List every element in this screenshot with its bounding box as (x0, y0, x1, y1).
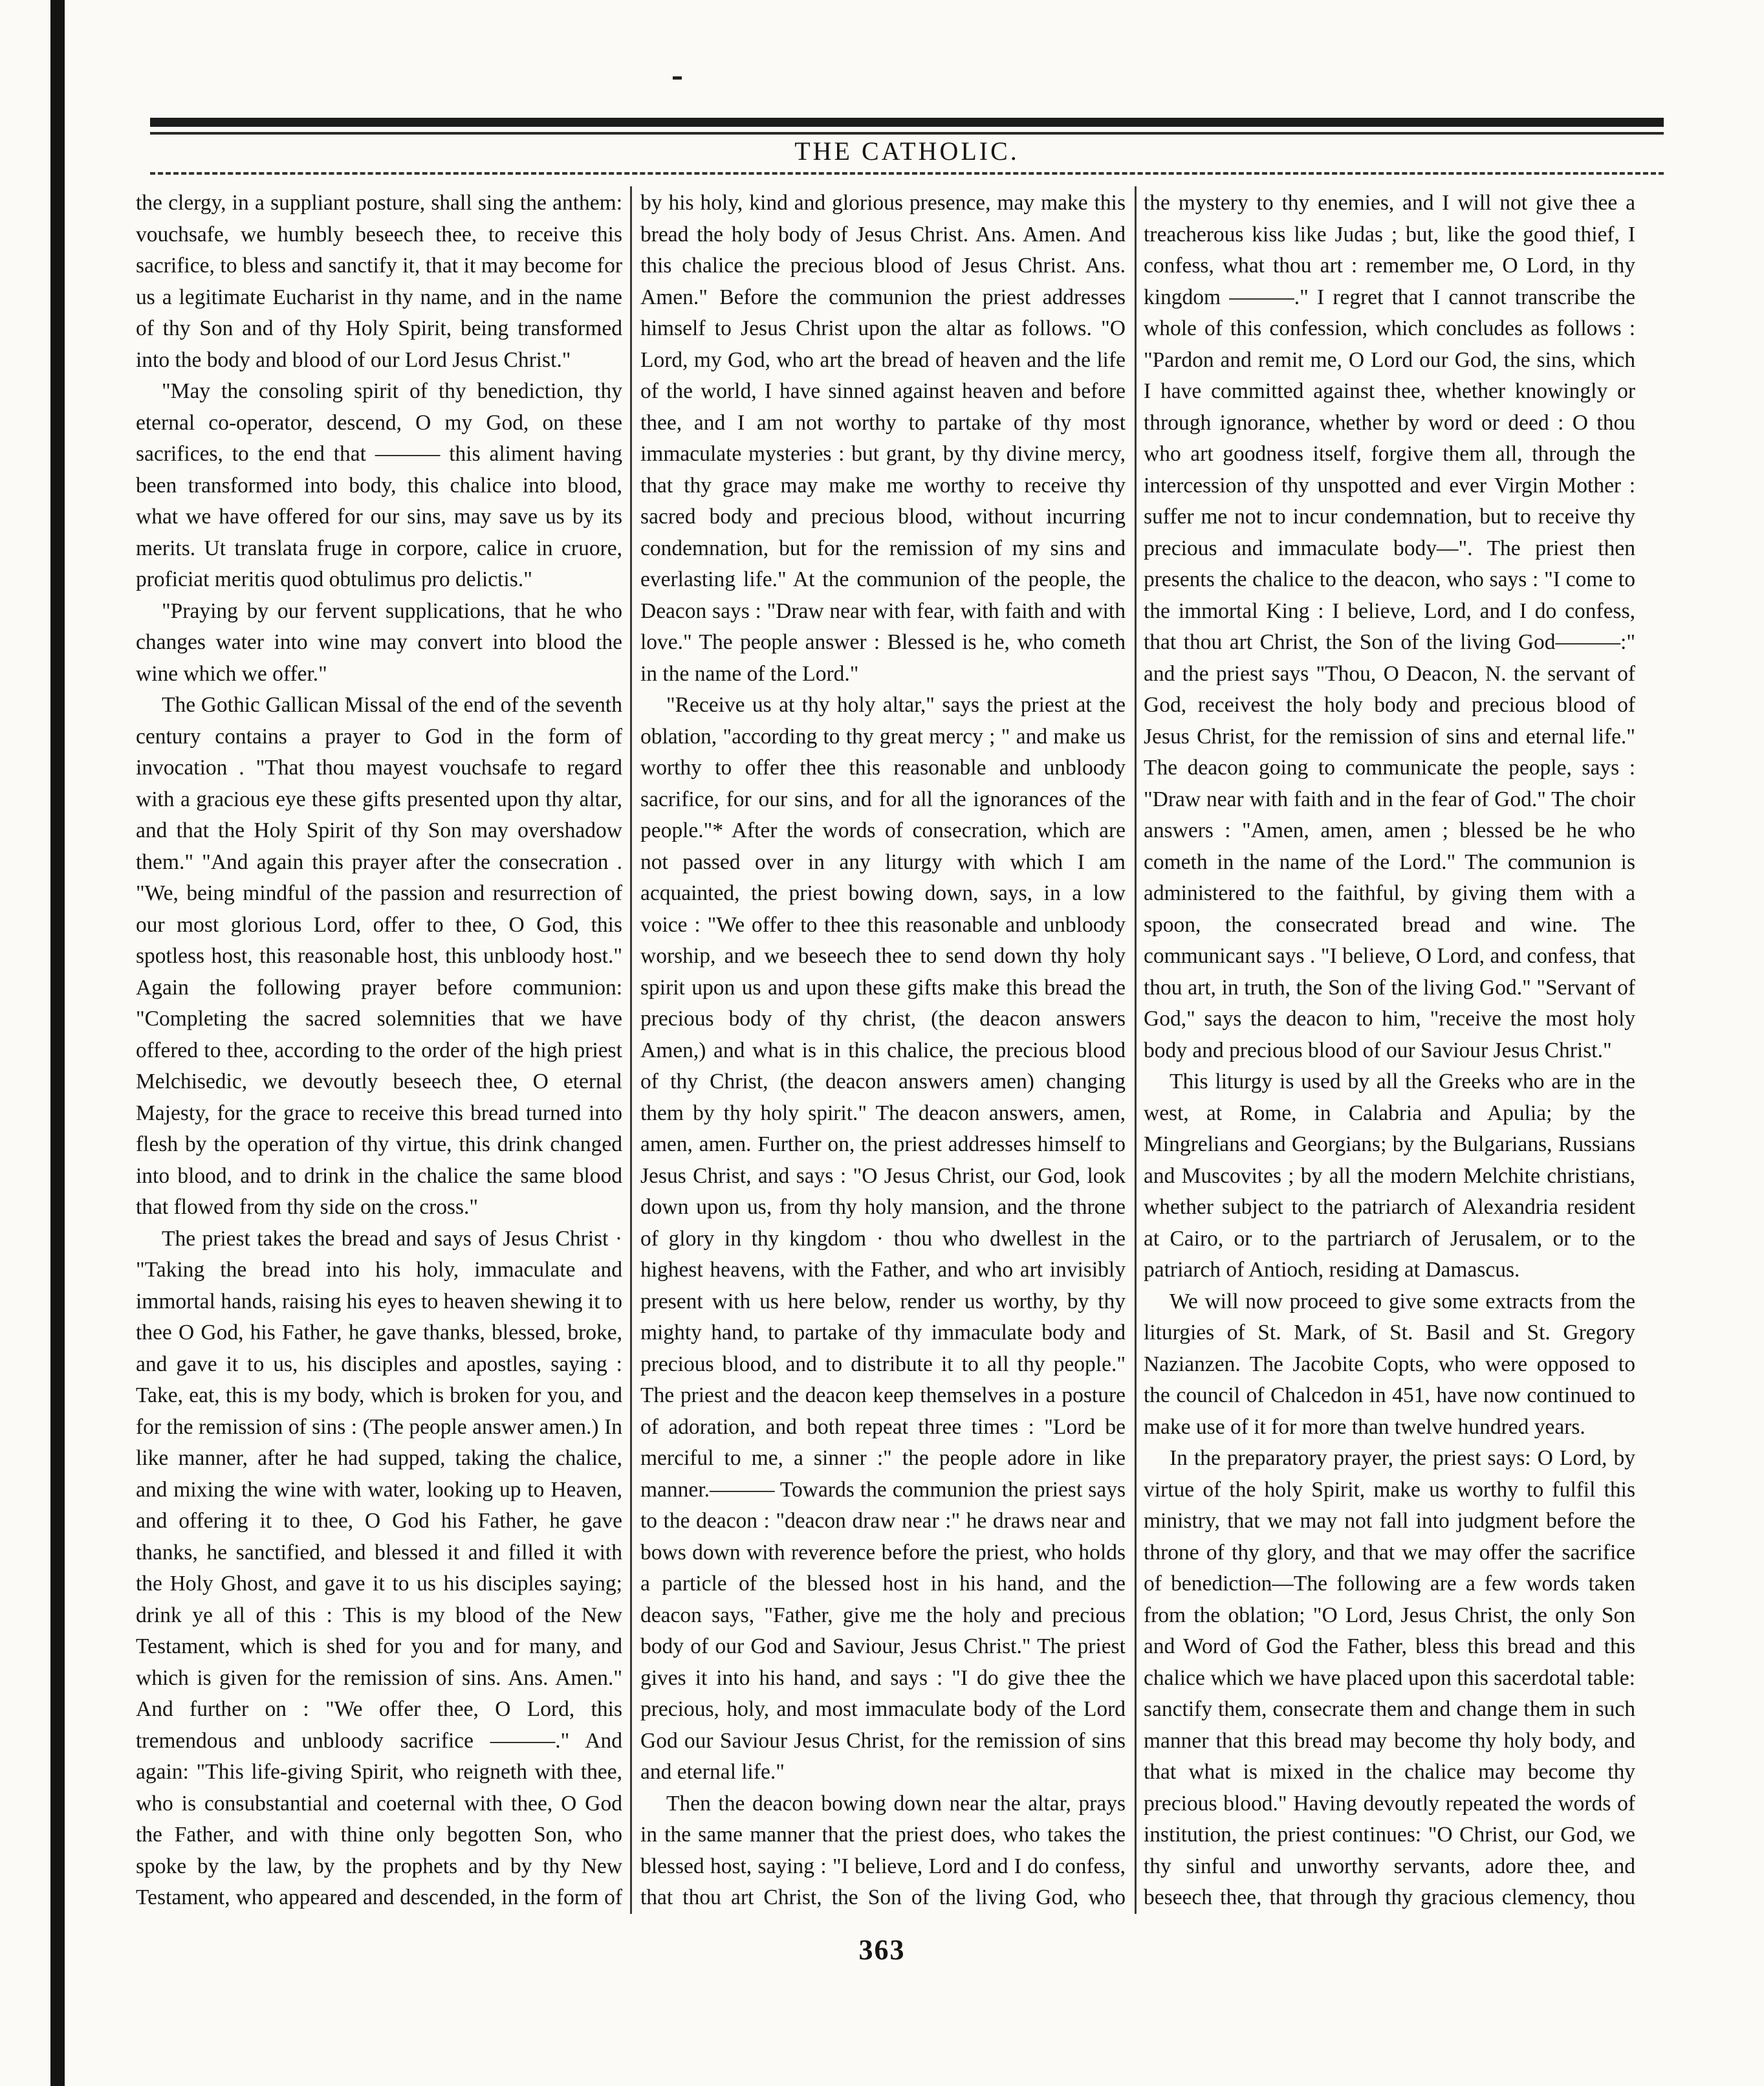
paragraph: In the preparatory prayer, the priest says: O Lord, by virtue of the holy Spirit, make us worthy to fulfil this ministry, that we may not fall into judgment before the throne of thy glory, and that we may offer the sacrifice of benediction—The following are a few words taken from the oblation; "O Lord, Jesus Christ, the only Son and Word of God the Father, bless this bread and this chalice which we have placed upon this sacerdotal table: sanctify them, consecrate them and change them in such manner that this bread may become thy holy body, and that what is mixed in the chalice may become thy precious blood." Having devoutly repeated the words of institution, the priest continues: "O Christ, our God, we thy sinful and unworthy servants, adore thee, and beseech thee, that through thy gracious clemency, thou (1144, 1446, 1635, 1909)
paragraph: "May the consoling spirit of thy benediction, thy eternal co-operator, descend, O my God, on these sacrifices, to the end that ——— this aliment having been transformed into body, this chalice into blood, what we have offered for our sins, may save us by its merits. Ut translata fruge in corpore, calice in cruore, proficiat meritis quod obtulimus pro delictis." (136, 379, 622, 591)
paragraph: "Receive us at thy holy altar," says the priest at the oblation, "according to thy great mercy ; " and make us worthy to offer thee this reasonable and unbloody sacrifice, for our sins, and for all the ignorances of the people."* After the words of consecration, which are not passed over in any liturgy with which I am acquainted, the priest bowing down, says, in a low voice : "We offer to thee this reasonable and unbloody worship, and we beseech thee to send down thy holy spirit upon us and upon these gifts make this bread the precious body of thy christ, (the deacon answers Amen,) and what is in this chalice, the precious blood of thy Christ, (the deacon answers amen) changing them by thy holy spirit." The deacon answers, amen, amen, amen. Further on, the priest addresses himself to Jesus Christ, and says : "O Jesus Christ, our God, look down upon us, from thy holy mansion, and the throne of glory in thy kingdom · thou who dwellest in the highest heavens, with the Father, and who art invisibly present with us here below, render us worthy, by thy mighty hand, to partake of thy immaculate body and precious blood, and to distribute it to all thy people." The priest and the deacon keep themselves in a posture of adoration, and both repeat three times : "Lord be merciful to me, a sinner :" the people adore in like manner.——— Towards the communion the priest says to the deacon : "deacon draw near :" he draws near and bows down with reverence before the priest, who holds a particle of the blessed host in his hand, and the deacon says, "Father, give me the holy and precious body of our God and Saviour, Jesus Christ." The priest gives it into his hand, and says : "I do give thee the precious, holy, and most immaculate body of the Lord God our Saviour Jesus Christ, for the remission of sins and eternal life." (640, 693, 1126, 1784)
top-mark (673, 76, 682, 80)
page-number: 363 (858, 1934, 906, 1966)
paragraph: "Praying by our fervent supplications, that he who changes water into wine may convert into blood the wine which we offer." (136, 598, 622, 686)
paragraph: by his holy, kind and glorious presence, may make this bread the holy body of Jesus Christ. Ans. Amen. And this chalice the precious blood of Jesus Christ. Ans. Amen." Before the communion the priest addresses himself to Jesus Christ upon the altar as follows. "O Lord, my God, who art the bread of heaven and the life of the world, I have sinned against heaven and before thee, and I am not worthy to partake of thy most immaculate mysteries : but grant, by thy divine mercy, that thy grace may make me worthy to receive thy sacred body and precious blood, without incurring condemnation, but for the remission of my sins and everlasting life." At the communion of the people, the Deacon says : "Draw near with fear, with faith and with love." The people answer : Blessed is he, who cometh in the name of the Lord." (640, 191, 1126, 686)
paragraph: the mystery to thy enemies, and I will not give thee a treacherous kiss like Judas ; but, like the good thief, I confess, what thou art : remember me, O Lord, in thy kingdom ———." I regret that I cannot transcribe the whole of this confession, which concludes as follows : "Pardon and remit me, O Lord our God, the sins, which I have committed against thee, whether knowingly or through ignorance, whether by word or deed : O thou who art goodness itself, forgive them all, through the intercession of thy unspotted and ever Virgin Mother : suffer me not to incur condemnation, but to receive thy precious and immaculate body—". The priest then presents the chalice to the deacon, who says : "I come to the immortal King : I believe, Lord, and I do confess, that thou art Christ, the Son of the living God———:" and the priest says "Thou, O Deacon, N. the servant of God, receivest the holy body and precious blood of Jesus Christ, for the remission of sins and eternal life." The deacon going to communicate the people, says : "Draw near with faith and in the fear of God." The choir answers : "Amen, amen, amen ; blessed be he who cometh in the name of the Lord." The communion is administered to the faithful, by giving them with a spoon, the consecrated bread and wine. The communicant says . "I believe, O Lord, and confess, that thou art, in truth, the Son of the living God." "Servant of God," says the deacon to him, "receive the most holy body and precious blood of our Saviour Jesus Christ." (1144, 191, 1635, 1062)
page-spine-shadow (50, 0, 65, 2086)
column-3 (1144, 188, 1635, 1909)
paragraph: the clergy, in a suppliant posture, shall sing the anthem: vouchsafe, we humbly beseech thee, to receive this sacrifice, to bless and sanctify it, that it may become for us a legitimate Eucharist in thy name, and in the name of thy Son and of thy Holy Spirit, being transformed into the body and blood of our Lord Jesus Christ." (136, 191, 622, 372)
column-1 (136, 188, 622, 1909)
column-2 (640, 188, 1126, 1909)
column-divider (1135, 186, 1137, 1914)
paragraph: We will now proceed to give some extracts from the liturgies of St. Mark, of St. Basil and St. Gregory Nazianzen. The Jacobite Copts, who were opposed to the council of Chalcedon in 451, have now continued to make use of it for more than twelve hundred years. (1144, 1289, 1635, 1439)
paragraph: Then the deacon bowing down near the altar, prays in the same manner that the priest does, who takes the blessed host, saying : "I believe, Lord and I do confess, that thou art Christ, the Son of the living God, who (640, 1791, 1126, 1909)
paragraph: The priest takes the bread and says of Jesus Christ · "Taking the bread into his holy, immaculate and immortal hands, raising his eyes to heaven shewing it to thee O God, his Father, he gave thanks, blessed, broke, and gave it to us, his disciples and apostles, saying : Take, eat, this is my body, which is broken for you, and for the remission of sins : (The people answer amen.) In like manner, after he had supped, taking the chalice, and mixing the wine with water, looking up to Heaven, and offering it to thee, O God his Father, he gave thanks, he sanctified, and blessed it and filled it with the Holy Ghost, and gave it to us his disciples saying; drink ye all of this : This is my blood of the New Testament, which is shed for you and for many, and which is given for the remission of sins. Ans. Amen." And further on : "We offer thee, O Lord, this tremendous and unbloody sacrifice ———." And again: "This life-giving Spirit, who reigneth with thee, who is consubstantial and coeternal with thee, O God the Father, and with thine only begotten Son, who spoke by the law, by the prophets and by thy New Testament, who appeared and descended, in the form of (136, 1226, 622, 1909)
paragraph: The Gothic Gallican Missal of the end of the seventh century contains a prayer to God in the form of invocation . "That thou mayest vouchsafe to regard with a gracious eye these gifts presented upon thy altar, and that the Holy Spirit of thy Son may overshadow them." "And again this prayer after the consecration . "We, being mindful of the passion and resurrection of our most glorious Lord, offer to thee, O God, this spotless host, this reasonable host, this unbloody host." Again the following prayer before communion: "Completing the sacred solemnities that we have offered to thee, according to the order of the high priest Melchisedic, we devoutly beseech thee, O eternal Majesty, for the grace to receive this bread turned into flesh by the operation of thy virtue, this drink changed into blood, and to drink in the chalice the same blood that flowed from thy side on the cross." (136, 693, 622, 1219)
page-title: THE CATHOLIC. (794, 137, 1019, 166)
paragraph: This liturgy is used by all the Greeks who are in the west, at Rome, in Calabria and Apulia; by the Mingrelians and Georgians; by the Bulgarians, Russians and Muscovites ; by all the modern Melchite christians, whether subject to the patriarch of Alexandria resident at Cairo, or to the partriarch of Jerusalem, or to the patriarch of Antioch, residing at Damascus. (1144, 1070, 1635, 1282)
column-divider (630, 186, 632, 1914)
header-rule-dashed (150, 172, 1664, 175)
header-rule-thick (150, 118, 1664, 127)
